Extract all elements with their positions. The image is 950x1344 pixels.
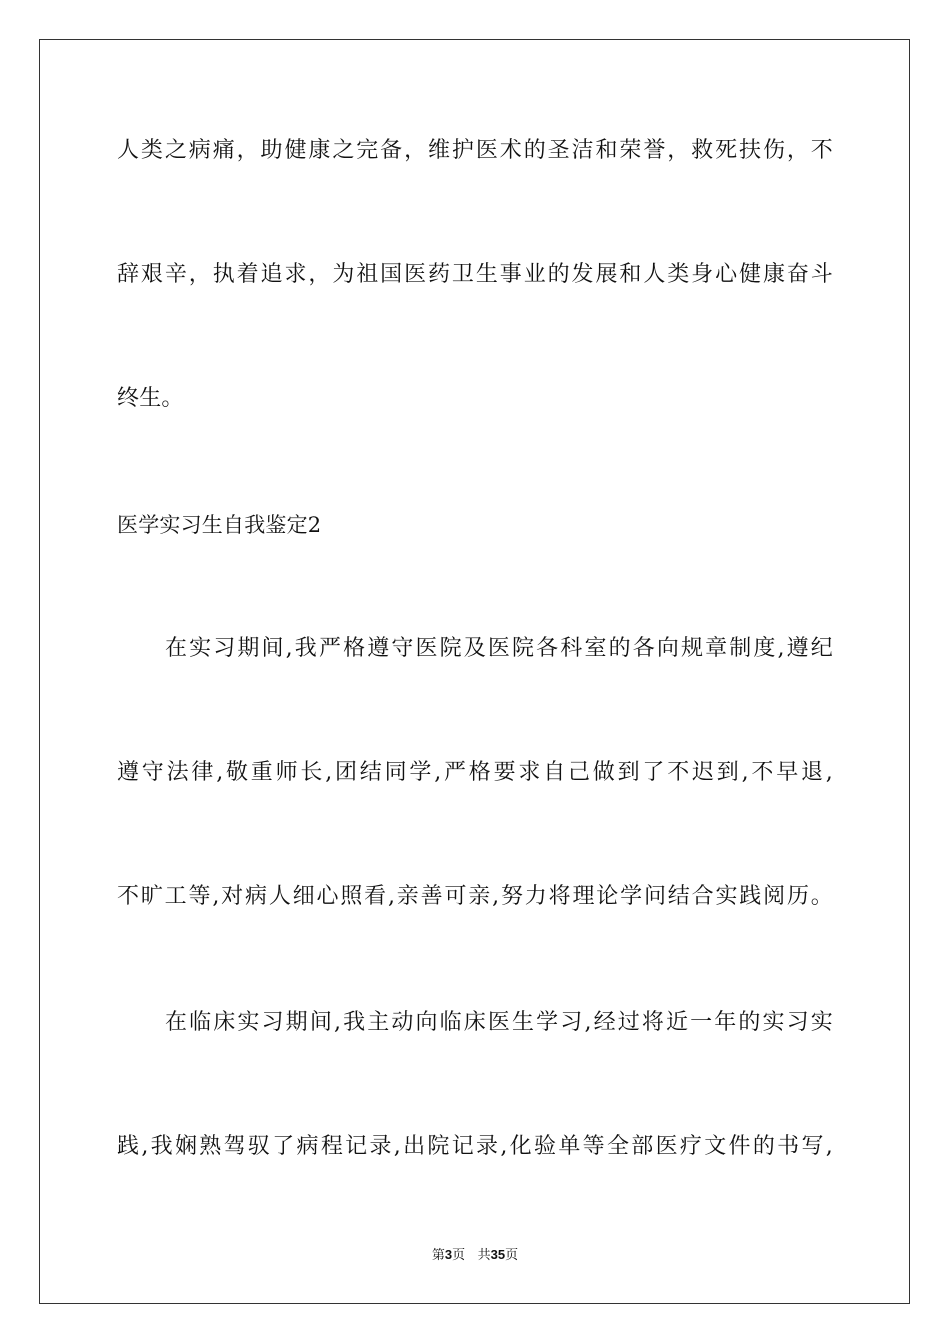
footer-total-prefix: 共 bbox=[477, 1248, 491, 1263]
paragraph-first-line: 在实习期间,我严格遵守医院及医院各科室的各向规章制度,遵纪 bbox=[165, 636, 833, 661]
footer-total-suffix: 页 bbox=[505, 1248, 519, 1263]
footer-page-prefix: 第 bbox=[431, 1248, 445, 1263]
section-heading: 医学实习生自我鉴定2 bbox=[117, 513, 322, 537]
footer-page-number: 3 bbox=[444, 1247, 453, 1262]
body-text-line: 辞艰辛，执着追求，为祖国医药卫生事业的发展和人类身心健康奋斗 bbox=[117, 262, 833, 287]
body-text-line: 不旷工等,对病人细心照看,亲善可亲,努力将理论学问结合实践阅历。 bbox=[117, 884, 833, 909]
body-text-line: 终生。 bbox=[117, 386, 184, 411]
paragraph-first-line: 在临床实习期间,我主动向临床医生学习,经过将近一年的实习实 bbox=[165, 1010, 833, 1035]
page-footer bbox=[0, 1246, 950, 1265]
body-text-line: 遵守法律,敬重师长,团结同学,严格要求自己做到了不迟到,不早退, bbox=[117, 760, 833, 785]
footer-total-pages: 35 bbox=[490, 1247, 506, 1262]
body-text-line: 人类之病痛，助健康之完备，维护医术的圣洁和荣誉，救死扶伤，不 bbox=[117, 138, 833, 163]
body-text-line: 践,我娴熟驾驭了病程记录,出院记录,化验单等全部医疗文件的书写, bbox=[117, 1134, 833, 1159]
page-border bbox=[39, 39, 910, 1304]
footer-page-suffix: 页 bbox=[452, 1248, 466, 1263]
